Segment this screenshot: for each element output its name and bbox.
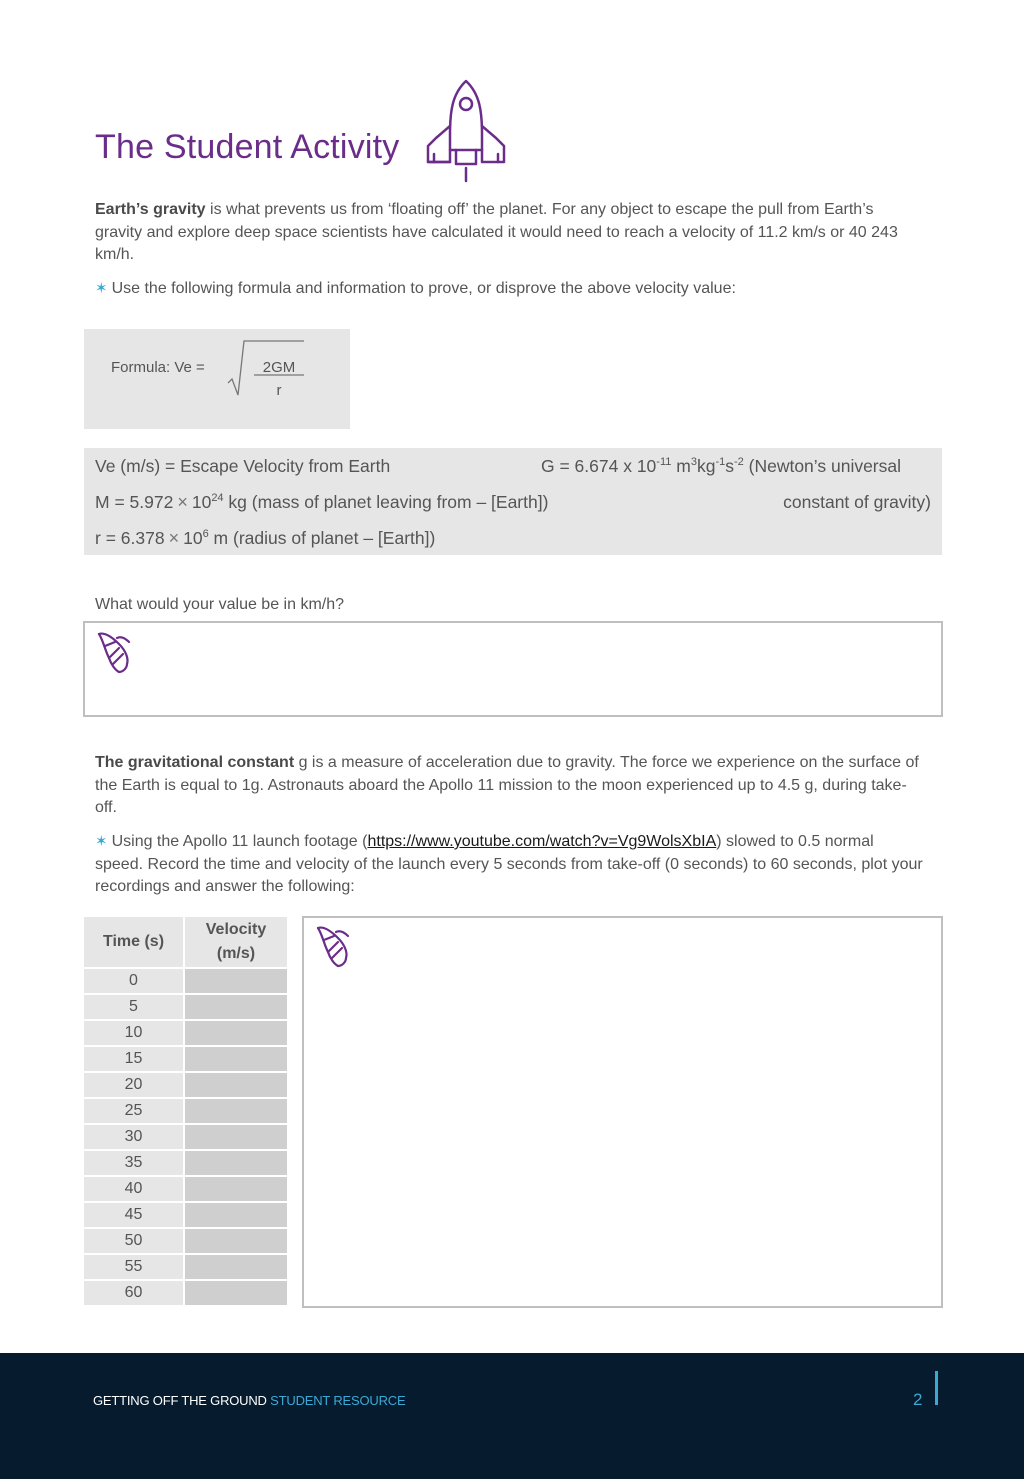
times-icon: × xyxy=(168,528,180,548)
time-cell: 0 xyxy=(84,969,185,995)
g-unit-s: s xyxy=(725,456,734,476)
g-s-exp: -2 xyxy=(733,456,744,469)
star-icon: ✶ xyxy=(95,280,108,297)
velocity-input-cell[interactable] xyxy=(185,995,287,1021)
answer-box[interactable] xyxy=(83,621,943,717)
intro-paragraph xyxy=(95,199,925,267)
velocity-input-cell[interactable] xyxy=(185,1281,287,1307)
page-divider xyxy=(935,1371,938,1405)
star-icon: ✶ xyxy=(95,833,108,850)
m-base: 10 xyxy=(191,492,212,512)
writing-hand-icon xyxy=(314,922,354,970)
velocity-input-cell[interactable] xyxy=(185,1047,287,1073)
g-desc-2: constant of gravity) xyxy=(783,492,931,512)
g-unit-kg: kg xyxy=(696,456,716,476)
velocity-input-cell[interactable] xyxy=(185,1021,287,1047)
page-title: The Student Activity xyxy=(95,128,400,166)
times-icon: × xyxy=(177,492,188,512)
table-row xyxy=(84,1099,287,1125)
velocity-input-cell[interactable] xyxy=(185,1073,287,1099)
rocket-icon xyxy=(424,78,508,184)
m-exp: 24 xyxy=(211,492,224,505)
column-header-time: Time (s) xyxy=(84,917,185,969)
writing-hand-icon xyxy=(95,628,135,676)
task-1 xyxy=(95,278,925,301)
time-cell: 10 xyxy=(84,1021,185,1047)
table-row xyxy=(84,1177,287,1203)
velocity-input-cell[interactable] xyxy=(185,1255,287,1281)
time-cell: 40 xyxy=(84,1177,185,1203)
r-base: 10 xyxy=(183,528,203,548)
footer-accent: STUDENT RESOURCE xyxy=(270,1393,406,1408)
formula-fraction xyxy=(224,339,314,409)
g-desc-1: (Newton’s universal xyxy=(743,456,902,476)
table-row xyxy=(84,1229,287,1255)
table-row xyxy=(84,969,287,995)
footer xyxy=(0,1353,1024,1479)
table-row xyxy=(84,995,287,1021)
table-row xyxy=(84,1125,287,1151)
intro-text: is what prevents us from ‘floating off’ the planet. For any object to escape the pull from Earth’s gravity and explore deep space scientists have calculated it would need to reach a velocity of 11.2 km/s or 40 243 km/h. xyxy=(95,201,898,263)
time-velocity-table xyxy=(84,917,287,1307)
table-row xyxy=(84,1203,287,1229)
task-1-text: Use the following formula and information to prove, or disprove the above velocity value: xyxy=(111,280,736,297)
time-cell: 55 xyxy=(84,1255,185,1281)
time-cell: 15 xyxy=(84,1047,185,1073)
velocity-input-cell[interactable] xyxy=(185,1177,287,1203)
variables-box xyxy=(84,448,942,555)
table-row xyxy=(84,1021,287,1047)
formula-box xyxy=(84,329,350,429)
g-definition xyxy=(541,456,901,477)
time-cell: 20 xyxy=(84,1073,185,1099)
g-m-exp: 3 xyxy=(690,456,697,469)
question-1: What would your value be in km/h? xyxy=(95,596,345,613)
m-suffix: kg (mass of planet leaving from – [Earth]) xyxy=(223,492,549,512)
table-row xyxy=(84,1151,287,1177)
time-cell: 60 xyxy=(84,1281,185,1307)
table-row xyxy=(84,1047,287,1073)
time-cell: 30 xyxy=(84,1125,185,1151)
m-definition xyxy=(95,492,548,513)
velocity-input-cell[interactable] xyxy=(185,1203,287,1229)
g-unit-m: m xyxy=(671,456,691,476)
apollo-video-link[interactable]: https://www.youtube.com/watch?v=Vg9WolsXbIA xyxy=(367,833,717,850)
task-2 xyxy=(95,831,925,899)
velocity-input-cell[interactable] xyxy=(185,1099,287,1125)
time-cell: 25 xyxy=(84,1099,185,1125)
task-2-suffix: ) slowed to 0.5 normal speed. Record the time and velocity of the launch every 5 seconds from take-off (0 seconds) to 60 seconds, plot your recordings and answer the following: xyxy=(95,833,923,895)
r-exp: 6 xyxy=(202,528,209,541)
section-2-bold: The gravitational constant xyxy=(95,754,295,771)
time-cell: 5 xyxy=(84,995,185,1021)
velocity-input-cell[interactable] xyxy=(185,969,287,995)
time-cell: 45 xyxy=(84,1203,185,1229)
time-cell: 35 xyxy=(84,1151,185,1177)
time-cell: 50 xyxy=(84,1229,185,1255)
ve-definition: Ve (m/s) = Escape Velocity from Earth xyxy=(95,456,391,476)
table-row xyxy=(84,1073,287,1099)
velocity-unit: (m/s) xyxy=(216,945,256,962)
column-header-velocity xyxy=(185,917,287,969)
m-prefix: M = 5.972 xyxy=(95,492,174,512)
footer-text: GETTING OFF THE GROUND xyxy=(93,1393,271,1408)
g-kg-exp: -1 xyxy=(715,456,726,469)
g-prefix: G = 6.674 x 10 xyxy=(541,456,657,476)
page-number: 2 xyxy=(913,1390,923,1409)
r-prefix: r = 6.378 xyxy=(95,528,165,548)
table-row xyxy=(84,1281,287,1307)
section-2-text: g is a measure of acceleration due to gravity. The force we experience on the surface of the Earth is equal to 1g. Astronauts aboard the Apollo 11 mission to the moon experienced up to 4.5 g, during take-off. xyxy=(95,754,919,816)
intro-bold: Earth’s gravity xyxy=(95,201,206,218)
g-exp: -11 xyxy=(656,456,672,469)
footer-title xyxy=(93,1393,405,1408)
velocity-label: Velocity xyxy=(205,921,267,938)
r-suffix: m (radius of planet – [Earth]) xyxy=(208,528,436,548)
task-2-prefix: Using the Apollo 11 launch footage ( xyxy=(111,833,368,850)
velocity-input-cell[interactable] xyxy=(185,1125,287,1151)
r-definition xyxy=(95,528,435,549)
formula-label: Formula: Ve = xyxy=(111,359,205,376)
table-body xyxy=(84,969,287,1307)
velocity-input-cell[interactable] xyxy=(185,1151,287,1177)
graph-box[interactable] xyxy=(302,916,943,1308)
formula-numerator: 2GM xyxy=(262,359,296,376)
section-2-paragraph xyxy=(95,752,925,820)
velocity-input-cell[interactable] xyxy=(185,1229,287,1255)
formula-denominator: r xyxy=(276,382,282,399)
table-row xyxy=(84,1255,287,1281)
